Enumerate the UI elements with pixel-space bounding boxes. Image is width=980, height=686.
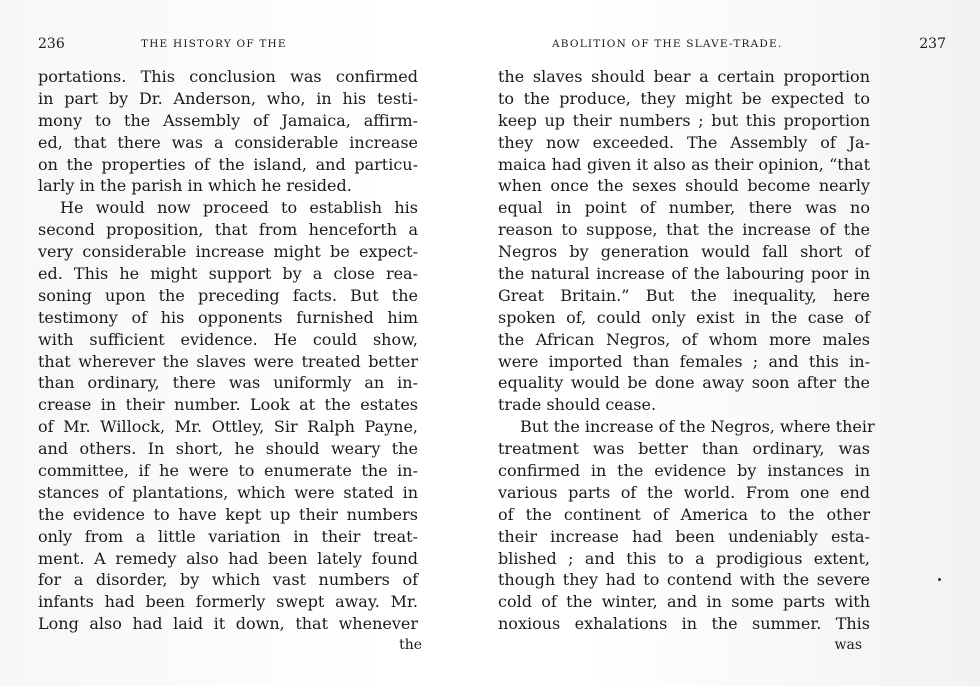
text-line: with sufficient evidence. He could show,	[38, 329, 418, 349]
left-page-text	[38, 66, 422, 655]
ink-speck	[938, 578, 941, 581]
text-line: noxious exhalations in the summer. This	[498, 614, 870, 634]
running-head: ABOLITION OF THE SLAVE-TRADE.	[552, 38, 783, 50]
text-line: equal in point of number, there was no	[498, 198, 870, 218]
text-line: committee, if he were to enumerate the in-	[38, 461, 418, 481]
text-line: the African Negros, of whom more males	[498, 329, 870, 349]
text-line: and others. In short, he should weary the	[38, 439, 418, 459]
text-line: for a disorder, by which vast numbers of	[38, 570, 418, 590]
text-line: second proposition, that from henceforth a	[38, 220, 418, 240]
text-line: He would now proceed to establish his	[60, 198, 418, 218]
text-line: on the properties of the island, and particu-	[38, 154, 418, 174]
text-line: testimony of his opponents furnished him	[38, 307, 418, 327]
text-line: ment. A remedy also had been lately found	[38, 548, 418, 568]
text-line: reason to suppose, that the increase of the	[498, 220, 870, 240]
text-line: Long also had laid it down, that whenever	[38, 614, 418, 634]
page-number: 237	[919, 36, 946, 52]
right-page-header	[552, 36, 952, 56]
text-line: very considerable increase might be expect-	[38, 242, 418, 262]
text-line: than ordinary, there was uniformly an in-	[38, 373, 418, 393]
text-line: only from a little variation in their treat-	[38, 526, 418, 546]
text-line: of Mr. Willock, Mr. Ottley, Sir Ralph Payne,	[38, 417, 418, 437]
text-line: Negros by generation would fall short of	[498, 242, 870, 262]
text-line: treatment was better than ordinary, was	[498, 439, 870, 459]
text-line: Great Britain.” But the inequality, here	[498, 285, 870, 305]
text-line: they now exceeded. The Assembly of Ja-	[498, 132, 870, 152]
text-line: ed, that there was a considerable increase	[38, 132, 418, 152]
text-line: to the produce, they might be expected to	[498, 88, 870, 108]
text-line: their increase had been undeniably esta-	[498, 526, 870, 546]
text-line: were imported than females ; and this in-	[498, 351, 870, 371]
text-line: that wherever the slaves were treated better	[38, 351, 418, 371]
text-line: ed. This he might support by a close rea-	[38, 264, 418, 284]
right-page-text	[498, 66, 875, 655]
text-line: portations. This conclusion was confirmed	[38, 67, 418, 86]
running-head: THE HISTORY OF THE	[141, 38, 287, 50]
left-page-header	[38, 36, 438, 56]
page-number: 236	[38, 36, 65, 52]
text-line: when once the sexes should become nearly	[498, 176, 870, 196]
text-line: cold of the winter, and in some parts with	[498, 592, 870, 612]
text-line: spoken of, could only exist in the case of	[498, 307, 870, 327]
text-line: trade should cease.	[498, 395, 657, 415]
text-line: the natural increase of the labouring poor in	[498, 264, 870, 284]
text-line: mony to the Assembly of Jamaica, affirm-	[38, 110, 418, 130]
text-line: equality would be done away soon after the	[498, 373, 870, 393]
text-line: keep up their numbers ; but this proportion	[498, 110, 870, 130]
text-line: of the continent of America to the other	[498, 504, 870, 524]
text-line: But the increase of the Negros, where their	[520, 417, 875, 437]
text-line: the slaves should bear a certain proportion	[498, 67, 870, 86]
text-line: soning upon the preceding facts. But the	[38, 285, 418, 305]
right-page	[480, 0, 980, 686]
text-line: in part by Dr. Anderson, who, in his testi-	[38, 88, 418, 108]
text-line: though they had to contend with the severe	[498, 570, 870, 590]
text-line: blished ; and this to a prodigious extent,	[498, 548, 870, 568]
text-line: the evidence to have kept up their numbers	[38, 504, 418, 524]
left-page	[0, 0, 480, 686]
catchword: the	[399, 637, 422, 654]
catchword: was	[834, 637, 862, 654]
text-line: stances of plantations, which were stated in	[38, 482, 418, 502]
text-line: infants had been formerly swept away. Mr.	[38, 592, 418, 612]
text-line: maica had given it also as their opinion, “that	[498, 154, 870, 174]
text-line: larly in the parish in which he resided.	[38, 176, 352, 196]
text-line: various parts of the world. From one end	[498, 482, 870, 502]
text-line: confirmed in the evidence by instances in	[498, 461, 870, 481]
text-line: crease in their number. Look at the estates	[38, 395, 418, 415]
